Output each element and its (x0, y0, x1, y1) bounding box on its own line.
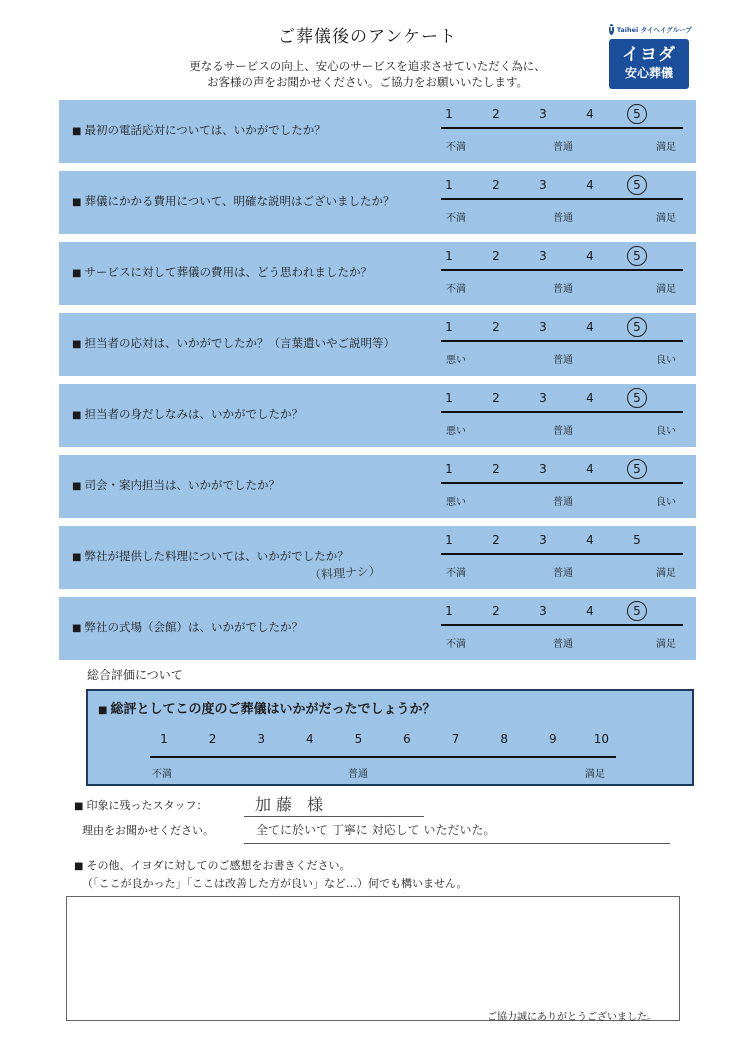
overall-scale-numbers (158, 731, 610, 747)
question-row (59, 455, 696, 518)
rating-option[interactable]: 1 (445, 107, 453, 121)
question-row (59, 313, 696, 376)
question-text (72, 619, 303, 635)
question-label: 担当者の応対は、いかがでしたか？（言葉遣いやご説明等） (84, 336, 395, 350)
rating-option[interactable]: 4 (586, 178, 594, 192)
rating-option[interactable]: 2 (492, 462, 500, 476)
scale-mid-label: 普通 (553, 497, 573, 508)
rating-option[interactable]: 2 (492, 391, 500, 405)
question-bullet: ■ (72, 268, 82, 279)
overall-high-label: 満足 (585, 769, 605, 780)
scale-line (441, 482, 683, 484)
intro-line-2: お客様の声をお聞かせください。ご協力をお願いいたします。 (206, 75, 529, 89)
reason-label: 理由をお聞かせください。 (82, 824, 214, 837)
overall-option[interactable]: 9 (548, 732, 557, 746)
scale-low-label: 不満 (446, 142, 466, 153)
scale-line (441, 624, 683, 626)
rating-option[interactable]: 3 (539, 462, 547, 476)
overall-option[interactable]: 5 (354, 732, 363, 746)
staff-name-underline (244, 816, 424, 817)
question-bullet: ■ (72, 623, 82, 634)
scale-high-label: 満足 (656, 142, 676, 153)
overall-option[interactable]: 2 (208, 732, 217, 746)
rating-scale (441, 248, 683, 264)
scale-low-label: 不満 (446, 284, 466, 295)
scale-low-label: 不満 (446, 639, 466, 650)
overall-bullet: ■ (98, 705, 108, 716)
company-logo (609, 22, 691, 89)
question-label: 弊社が提供した料理については、いかがでしたか？ (84, 549, 349, 563)
scale-mid-label: 普通 (553, 639, 573, 650)
scale-line (441, 553, 683, 555)
rating-option[interactable]: 3 (539, 249, 547, 263)
survey-title: ご葬儀後のアンケート (278, 27, 457, 47)
logo-brand: Taihei タイヘイグループ (616, 26, 692, 34)
scale-mid-label: 普通 (553, 355, 573, 366)
comments-box[interactable] (66, 896, 680, 1021)
scale-line (441, 127, 683, 129)
rating-option-selected[interactable]: 5 (627, 601, 647, 621)
rating-option[interactable]: 4 (586, 533, 594, 547)
question-text (72, 122, 326, 138)
rating-option[interactable]: 4 (586, 107, 594, 121)
overall-option[interactable]: 6 (403, 732, 411, 746)
rating-option-selected[interactable]: 5 (627, 246, 647, 266)
rating-option[interactable]: 3 (539, 604, 547, 618)
rating-scale (441, 603, 683, 619)
rating-option[interactable]: 3 (539, 178, 547, 192)
scale-line (441, 198, 683, 200)
staff-label (74, 797, 207, 813)
scale-high-label: 良い (656, 355, 676, 366)
rating-option[interactable]: 2 (492, 533, 500, 547)
rating-option-selected[interactable]: 5 (627, 104, 647, 124)
question-text (72, 193, 395, 209)
rating-option[interactable]: 4 (586, 249, 594, 263)
rating-option[interactable]: 1 (445, 604, 453, 618)
reason-entry[interactable]: 全てに於いて 丁寧に 対応して いただいた。 (256, 823, 496, 837)
rating-option-selected[interactable]: 5 (627, 175, 647, 195)
question-label: 葬儀にかかる費用について、明確な説明はございましたか？ (84, 194, 395, 208)
overall-option[interactable]: 4 (305, 732, 314, 746)
rating-option[interactable]: 4 (586, 604, 594, 618)
rating-option[interactable]: 4 (586, 391, 594, 405)
question-label: 司会・案内担当は、いかがでしたか？ (84, 478, 280, 492)
overall-option[interactable]: 8 (500, 732, 508, 746)
other-bullet: ■ (74, 861, 84, 872)
staff-name-entry[interactable]: 加藤 様 (255, 795, 329, 814)
rating-option[interactable]: 3 (539, 391, 547, 405)
question-row (59, 597, 696, 660)
staff-bullet: ■ (74, 801, 84, 812)
thanks-message: ご協力誠にありがとうございました。 (487, 1012, 657, 1023)
scale-low-label: 不満 (446, 213, 466, 224)
question-bullet: ■ (72, 339, 82, 350)
rating-option[interactable]: 5 (633, 533, 641, 547)
overall-scale-line (150, 756, 616, 758)
scale-high-label: 満足 (656, 568, 676, 579)
other-hint: （「ここが良かった」「ここは改善した方が良い」など…）何でも構いません。 (82, 877, 468, 890)
rating-option[interactable]: 1 (445, 462, 453, 476)
rating-option[interactable]: 1 (445, 249, 453, 263)
scale-mid-label: 普通 (553, 426, 573, 437)
rating-option-selected[interactable]: 5 (627, 459, 647, 479)
question-row (59, 242, 696, 305)
overall-question (98, 698, 435, 717)
rating-scale (441, 177, 683, 193)
rating-option[interactable]: 1 (445, 391, 453, 405)
rating-option[interactable]: 3 (539, 320, 547, 334)
scale-high-label: 満足 (656, 213, 676, 224)
overall-option[interactable]: 3 (257, 732, 265, 746)
question-label: 最初の電話応対については、いかがでしたか？ (84, 123, 326, 137)
question-text (72, 406, 303, 422)
overall-question-text: 総評としてこの度のご葬儀はいかがだったでしょうか？ (110, 702, 436, 717)
scale-low-label: 不満 (446, 568, 466, 579)
rating-scale (441, 390, 683, 406)
other-label (74, 857, 350, 873)
question-row (59, 100, 696, 163)
rating-option[interactable]: 2 (492, 178, 500, 192)
overall-option[interactable]: 1 (160, 732, 168, 746)
scale-low-label: 悪い (446, 497, 466, 508)
question-row (59, 171, 696, 234)
rating-option[interactable]: 2 (492, 604, 500, 618)
other-label-text: その他、イヨダに対してのご感想をお書きください。 (86, 859, 351, 872)
scale-low-label: 悪い (446, 426, 466, 437)
rating-option-selected[interactable]: 5 (627, 317, 647, 337)
logo-tagline: 安心葬儀 (624, 66, 673, 80)
rating-option[interactable]: 4 (586, 320, 594, 334)
scale-high-label: 満足 (656, 639, 676, 650)
staff-label-text: 印象に残ったスタッフ： (86, 799, 208, 812)
scale-mid-label: 普通 (553, 142, 573, 153)
question-bullet: ■ (72, 126, 82, 137)
question-text (72, 335, 395, 351)
reason-underline (244, 843, 670, 844)
intro-line-1: 更なるサービスの向上、安心のサービスを追求させていただく為に、 (189, 59, 546, 73)
handwritten-note: （料理ナシ） (308, 563, 382, 583)
scale-high-label: 満足 (656, 284, 676, 295)
rating-option[interactable]: 3 (539, 533, 547, 547)
rating-scale (441, 106, 683, 122)
rating-option[interactable]: 2 (492, 249, 500, 263)
question-bullet: ■ (72, 552, 82, 563)
question-bullet: ■ (72, 197, 82, 208)
scale-line (441, 340, 683, 342)
rating-scale (441, 319, 683, 335)
scale-line (441, 269, 683, 271)
question-text (72, 264, 372, 280)
rating-scale (441, 461, 683, 477)
question-label: サービスに対して葬儀の費用は、どう思われましたか？ (84, 265, 372, 279)
question-bullet: ■ (72, 481, 82, 492)
overall-mid-label: 普通 (348, 769, 368, 780)
logo-name: イヨダ (622, 45, 676, 65)
logo-badge (609, 39, 689, 89)
question-text (72, 477, 280, 493)
rating-scale (441, 532, 683, 548)
rating-option[interactable]: 2 (492, 107, 500, 121)
taihei-logo-icon: T (609, 25, 614, 33)
rating-option[interactable]: 4 (586, 462, 594, 476)
overall-option[interactable]: 7 (451, 732, 460, 746)
question-label: 担当者の身だしなみは、いかがでしたか？ (84, 407, 303, 421)
scale-mid-label: 普通 (553, 284, 573, 295)
question-row (59, 384, 696, 447)
scale-low-label: 悪い (446, 355, 466, 366)
scale-high-label: 良い (656, 497, 676, 508)
question-label: 弊社の式場（会館）は、いかがでしたか？ (84, 620, 303, 634)
rating-option-selected[interactable]: 5 (627, 388, 647, 408)
scale-mid-label: 普通 (553, 568, 573, 579)
scale-line (441, 411, 683, 413)
overall-low-label: 不満 (152, 769, 172, 780)
overall-rating-box (86, 689, 694, 786)
rating-option[interactable]: 1 (445, 533, 453, 547)
scale-high-label: 良い (656, 426, 676, 437)
overall-heading: 総合評価について (87, 668, 183, 682)
rating-option[interactable]: 3 (539, 107, 547, 121)
overall-option[interactable]: 10 (593, 732, 610, 746)
rating-option[interactable]: 1 (445, 320, 453, 334)
scale-mid-label: 普通 (553, 213, 573, 224)
question-text (72, 548, 349, 564)
question-row (59, 526, 696, 589)
question-bullet: ■ (72, 410, 82, 421)
rating-option[interactable]: 2 (492, 320, 500, 334)
rating-option[interactable]: 1 (445, 178, 453, 192)
